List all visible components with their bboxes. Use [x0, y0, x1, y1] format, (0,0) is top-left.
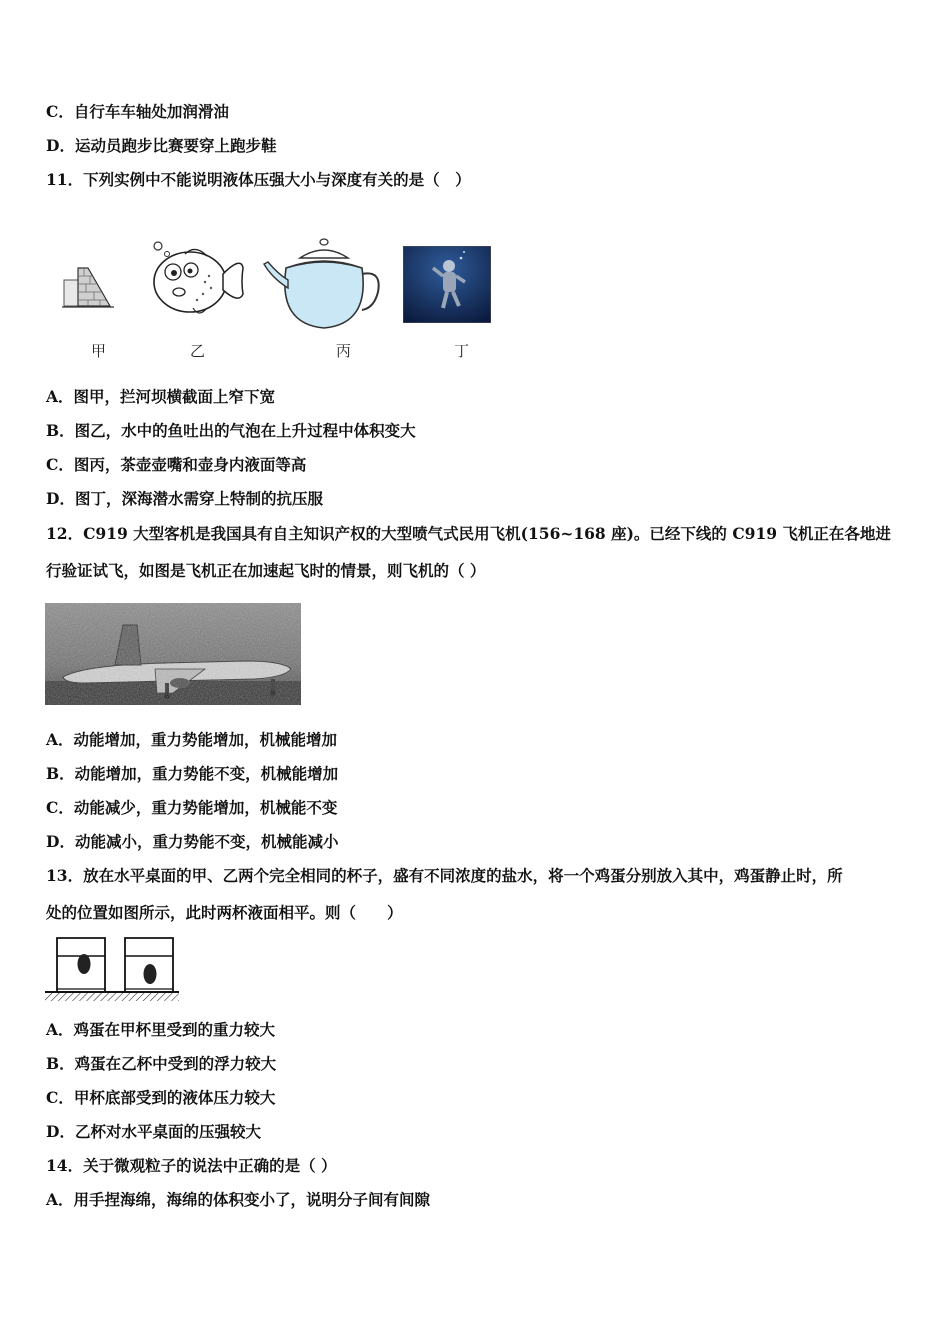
caption-bing: 丙: [336, 342, 352, 360]
fish-figure: [145, 238, 247, 320]
teapot-figure: [262, 234, 384, 332]
q12-stem-line2: 行验证试飞，如图是飞机正在加速起飞时的情景，则飞机的（ ）: [46, 561, 486, 580]
q11-option-d: D．图丁，深海潜水需穿上特制的抗压服: [46, 489, 323, 508]
q10-option-c: C．自行车车轴处加润滑油: [46, 102, 229, 121]
q11-stem: 11．下列实例中不能说明液体压强大小与深度有关的是（ ）: [46, 170, 471, 189]
caption-jia: 甲: [91, 342, 107, 360]
q13-option-a: A．鸡蛋在甲杯里受到的重力较大: [46, 1020, 276, 1039]
q14-stem: 14．关于微观粒子的说法中正确的是（ ）: [46, 1156, 337, 1175]
q14-option-a: A．用手捏海绵，海绵的体积变小了，说明分子间有间隙: [46, 1190, 431, 1209]
two-cups-figure: [45, 936, 181, 1004]
q11-option-a: A．图甲，拦河坝横截面上窄下宽: [46, 387, 276, 406]
q13-option-b: B．鸡蛋在乙杯中受到的浮力较大: [46, 1054, 277, 1073]
q13-option-d: D．乙杯对水平桌面的压强较大: [46, 1122, 261, 1141]
q12-stem-line1: 12．C919 大型客机是我国具有自主知识产权的大型喷气式民用飞机(156~168 座)。已经下线的 C919 飞机正在各地进: [46, 524, 891, 543]
q10-option-d: D．运动员跑步比赛要穿上跑步鞋: [46, 136, 277, 155]
q13-stem-line2: 处的位置如图所示，此时两杯液面相平。则（ ）: [46, 903, 403, 922]
caption-yi: 乙: [190, 342, 206, 360]
q13-stem-line1: 13．放在水平桌面的甲、乙两个完全相同的杯子，盛有不同浓度的盐水，将一个鸡蛋分别放入其中，鸡蛋静止时，所: [46, 866, 843, 885]
diver-figure: [403, 246, 491, 323]
q12-option-c: C．动能减少，重力势能增加，机械能不变: [46, 798, 338, 817]
caption-ding: 丁: [454, 342, 470, 360]
q13-option-c: C．甲杯底部受到的液体压力较大: [46, 1088, 276, 1107]
q11-option-b: B．图乙，水中的鱼吐出的气泡在上升过程中体积变大: [46, 421, 416, 440]
q12-option-d: D．动能减小，重力势能不变，机械能减小: [46, 832, 339, 851]
q11-option-c: C．图丙，茶壶壶嘴和壶身内液面等高: [46, 455, 307, 474]
airplane-photo: [45, 603, 301, 705]
q12-option-a: A．动能增加，重力势能增加，机械能增加: [46, 730, 338, 749]
q12-option-b: B．动能增加，重力势能不变，机械能增加: [46, 764, 339, 783]
dam-figure: [62, 262, 114, 310]
